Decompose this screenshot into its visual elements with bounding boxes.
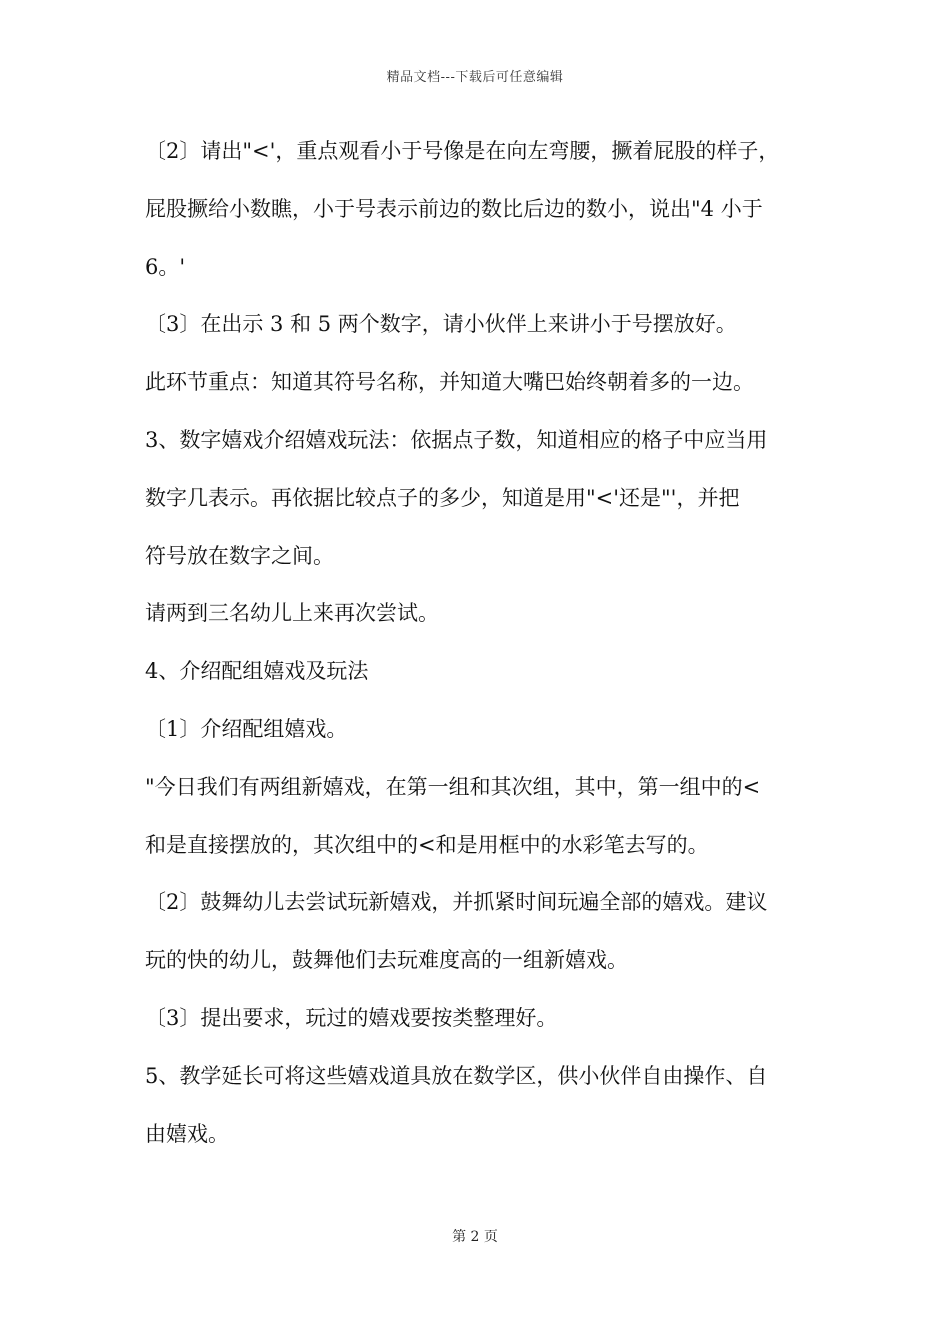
text-line: 数字几表示。再依据比较点子的多少，知道是用"<'还是"'，并把 <box>145 485 740 510</box>
text-line: 〔3〕提出要求，玩过的嬉戏要按类整理好。 <box>145 1005 558 1030</box>
document-body <box>145 130 815 1170</box>
text-line: 符号放在数字之间。 <box>145 543 334 568</box>
text-line: 6。' <box>145 254 186 279</box>
text-line: 此环节重点：知道其符号名称，并知道大嘴巴始终朝着多的一边。 <box>145 370 754 395</box>
text-line: 和是直接摆放的，其次组中的<和是用框中的水彩笔去写的。 <box>145 832 709 857</box>
text-line: 〔1〕介绍配组嬉戏。 <box>145 716 348 741</box>
text-line: 3、数字嬉戏介绍嬉戏玩法：依据点子数，知道相应的格子中应当用 <box>145 427 768 452</box>
text-line: 5、教学延长可将这些嬉戏道具放在数学区，供小伙伴自由操作、自 <box>145 1063 768 1088</box>
text-line: 〔3〕在出示 3 和 5 两个数字，请小伙伴上来讲小于号摆放好。 <box>145 312 737 337</box>
text-line: 由嬉戏。 <box>145 1121 229 1146</box>
text-line: 玩的快的幼儿，鼓舞他们去玩难度高的一组新嬉戏。 <box>145 948 628 973</box>
text-line: 〔2〕请出"<'，重点观看小于号像是在向左弯腰，撅着屁股的样子， <box>145 139 780 163</box>
text-line: 请两到三名幼儿上来再次尝试。 <box>145 601 439 626</box>
text-line: "今日我们有两组新嬉戏，在第一组和其次组，其中，第一组中的< <box>145 774 761 799</box>
page-number: 第 2 页 <box>452 1229 498 1245</box>
text-line: 〔2〕鼓舞幼儿去尝试玩新嬉戏，并抓紧时间玩遍全部的嬉戏。建议 <box>145 890 768 915</box>
text-line: 4、介绍配组嬉戏及玩法 <box>145 659 369 684</box>
text-line: 屁股撅给小数瞧，小于号表示前边的数比后边的数小，说出"4 小于 <box>145 196 763 221</box>
page-header: 精品文档---下载后可任意编辑 <box>386 70 564 85</box>
